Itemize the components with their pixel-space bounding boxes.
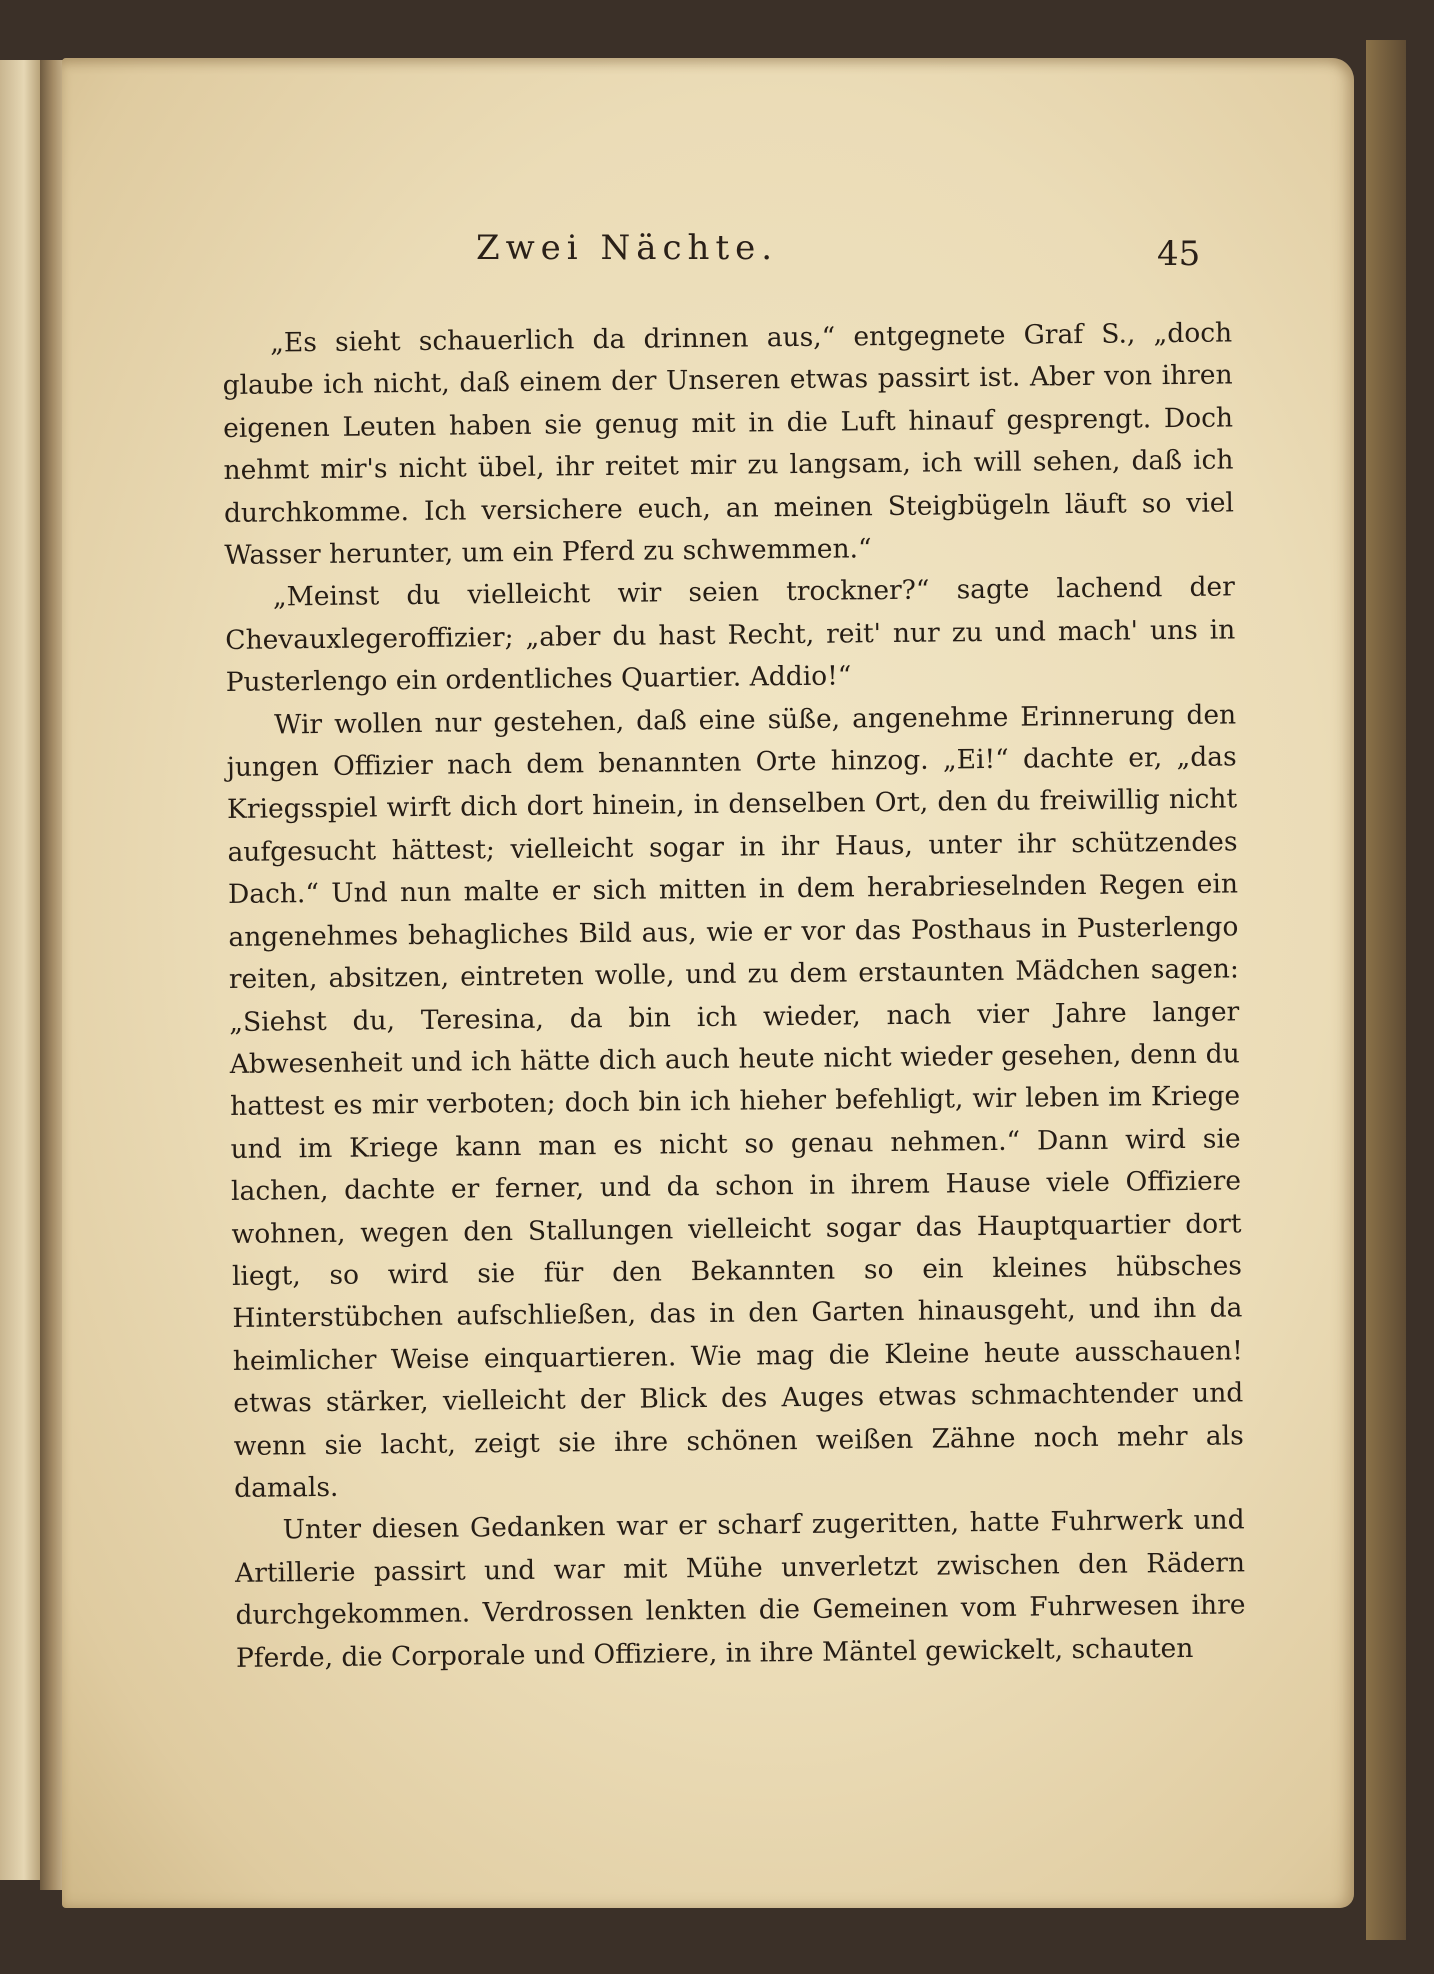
- paragraph: „Meinst du vielleicht wir seien trockner?“ sagte lachend der Chevauxlegeroffizier; „aber du hast Recht, reit' nur zu und mach' uns in Pusterlengo ein ordentliches Quartier. Addio!“: [225, 571, 1236, 699]
- paragraph: Unter diesen Gedanken war er scharf zugeritten, hatte Fuhrwerk und Artillerie passirt und war mit Mühe unverletzt zwischen den Rädern durchgekommen. Verdrossen lenkten die Gemeinen vom Fuhrwesen ihre Pferde, die Corporale und Offiziere, in ihre Mäntel gewickelt, schauten: [234, 1504, 1246, 1674]
- book-page: [62, 58, 1354, 1908]
- paragraph: Wir wollen nur gestehen, daß eine süße, angenehme Erinnerung den jungen Offizier nach dem benannten Orte hinzog. „Ei!“ dachte er, „das Kriegsspiel wirft dich dort hinein, in denselben Ort, den du freiwillig nicht aufgesucht hättest; vielleicht sogar in ihr Haus, unter ihr schützendes Dach.“ Und nun malte er sich mitten in dem herabrieselnden Regen ein angenehmes behagliches Bild aus, wie er vor das Posthaus in Pusterlengo reiten, absitzen, eintreten wolle, und zu dem erstaunten Mädchen sagen: „Siehst du, Teresina, da bin ich wieder, nach vier Jahre langer Abwesenheit und ich hätte dich auch heute nicht wieder gesehen, denn du hattest es mir verboten; doch bin ich hieher befehligt, wir leben im Kriege und im Kriege kann man es nicht so genau nehmen.“ Dann wird sie lachen, dachte er ferner, und da schon in ihrem Hause viele Offiziere wohnen, wegen den Stallungen vielleicht sogar das Hauptquartier dort liegt, so wird sie für den Bekannten so ein kleines hübsches Hinterstübchen aufschließen, das in den Garten hinausgeht, und ihn da heimlicher Weise einquartieren. Wie mag die Kleine heute ausschauen! etwas stärker, vielleicht der Blick des Auges etwas schmachtender und wenn sie lacht, zeigt sie ihre schönen weißen Zähne noch mehr als damals.: [226, 699, 1244, 1504]
- page-number: 45: [1157, 234, 1201, 274]
- page-edge: [1366, 40, 1406, 1940]
- paragraph: „Es sieht schauerlich da drinnen aus,“ entgegnete Graf S., „doch glaube ich nicht, daß einem der Unseren etwas passirt ist. Aber von ihren eigenen Leuten haben sie genug mit in die Luft hinauf gesprengt. Doch nehmt mir's nicht übel, ihr reitet mir zu langsam, ich will sehen, daß ich durchkomme. Ich versichere euch, an meinen Steigbügeln läuft so viel Wasser herunter, um ein Pferd zu schwemmen.“: [222, 317, 1235, 572]
- body-text: [222, 312, 1246, 1680]
- running-head: Zwei Nächte.: [475, 228, 779, 268]
- previous-page-edge: [0, 60, 40, 1880]
